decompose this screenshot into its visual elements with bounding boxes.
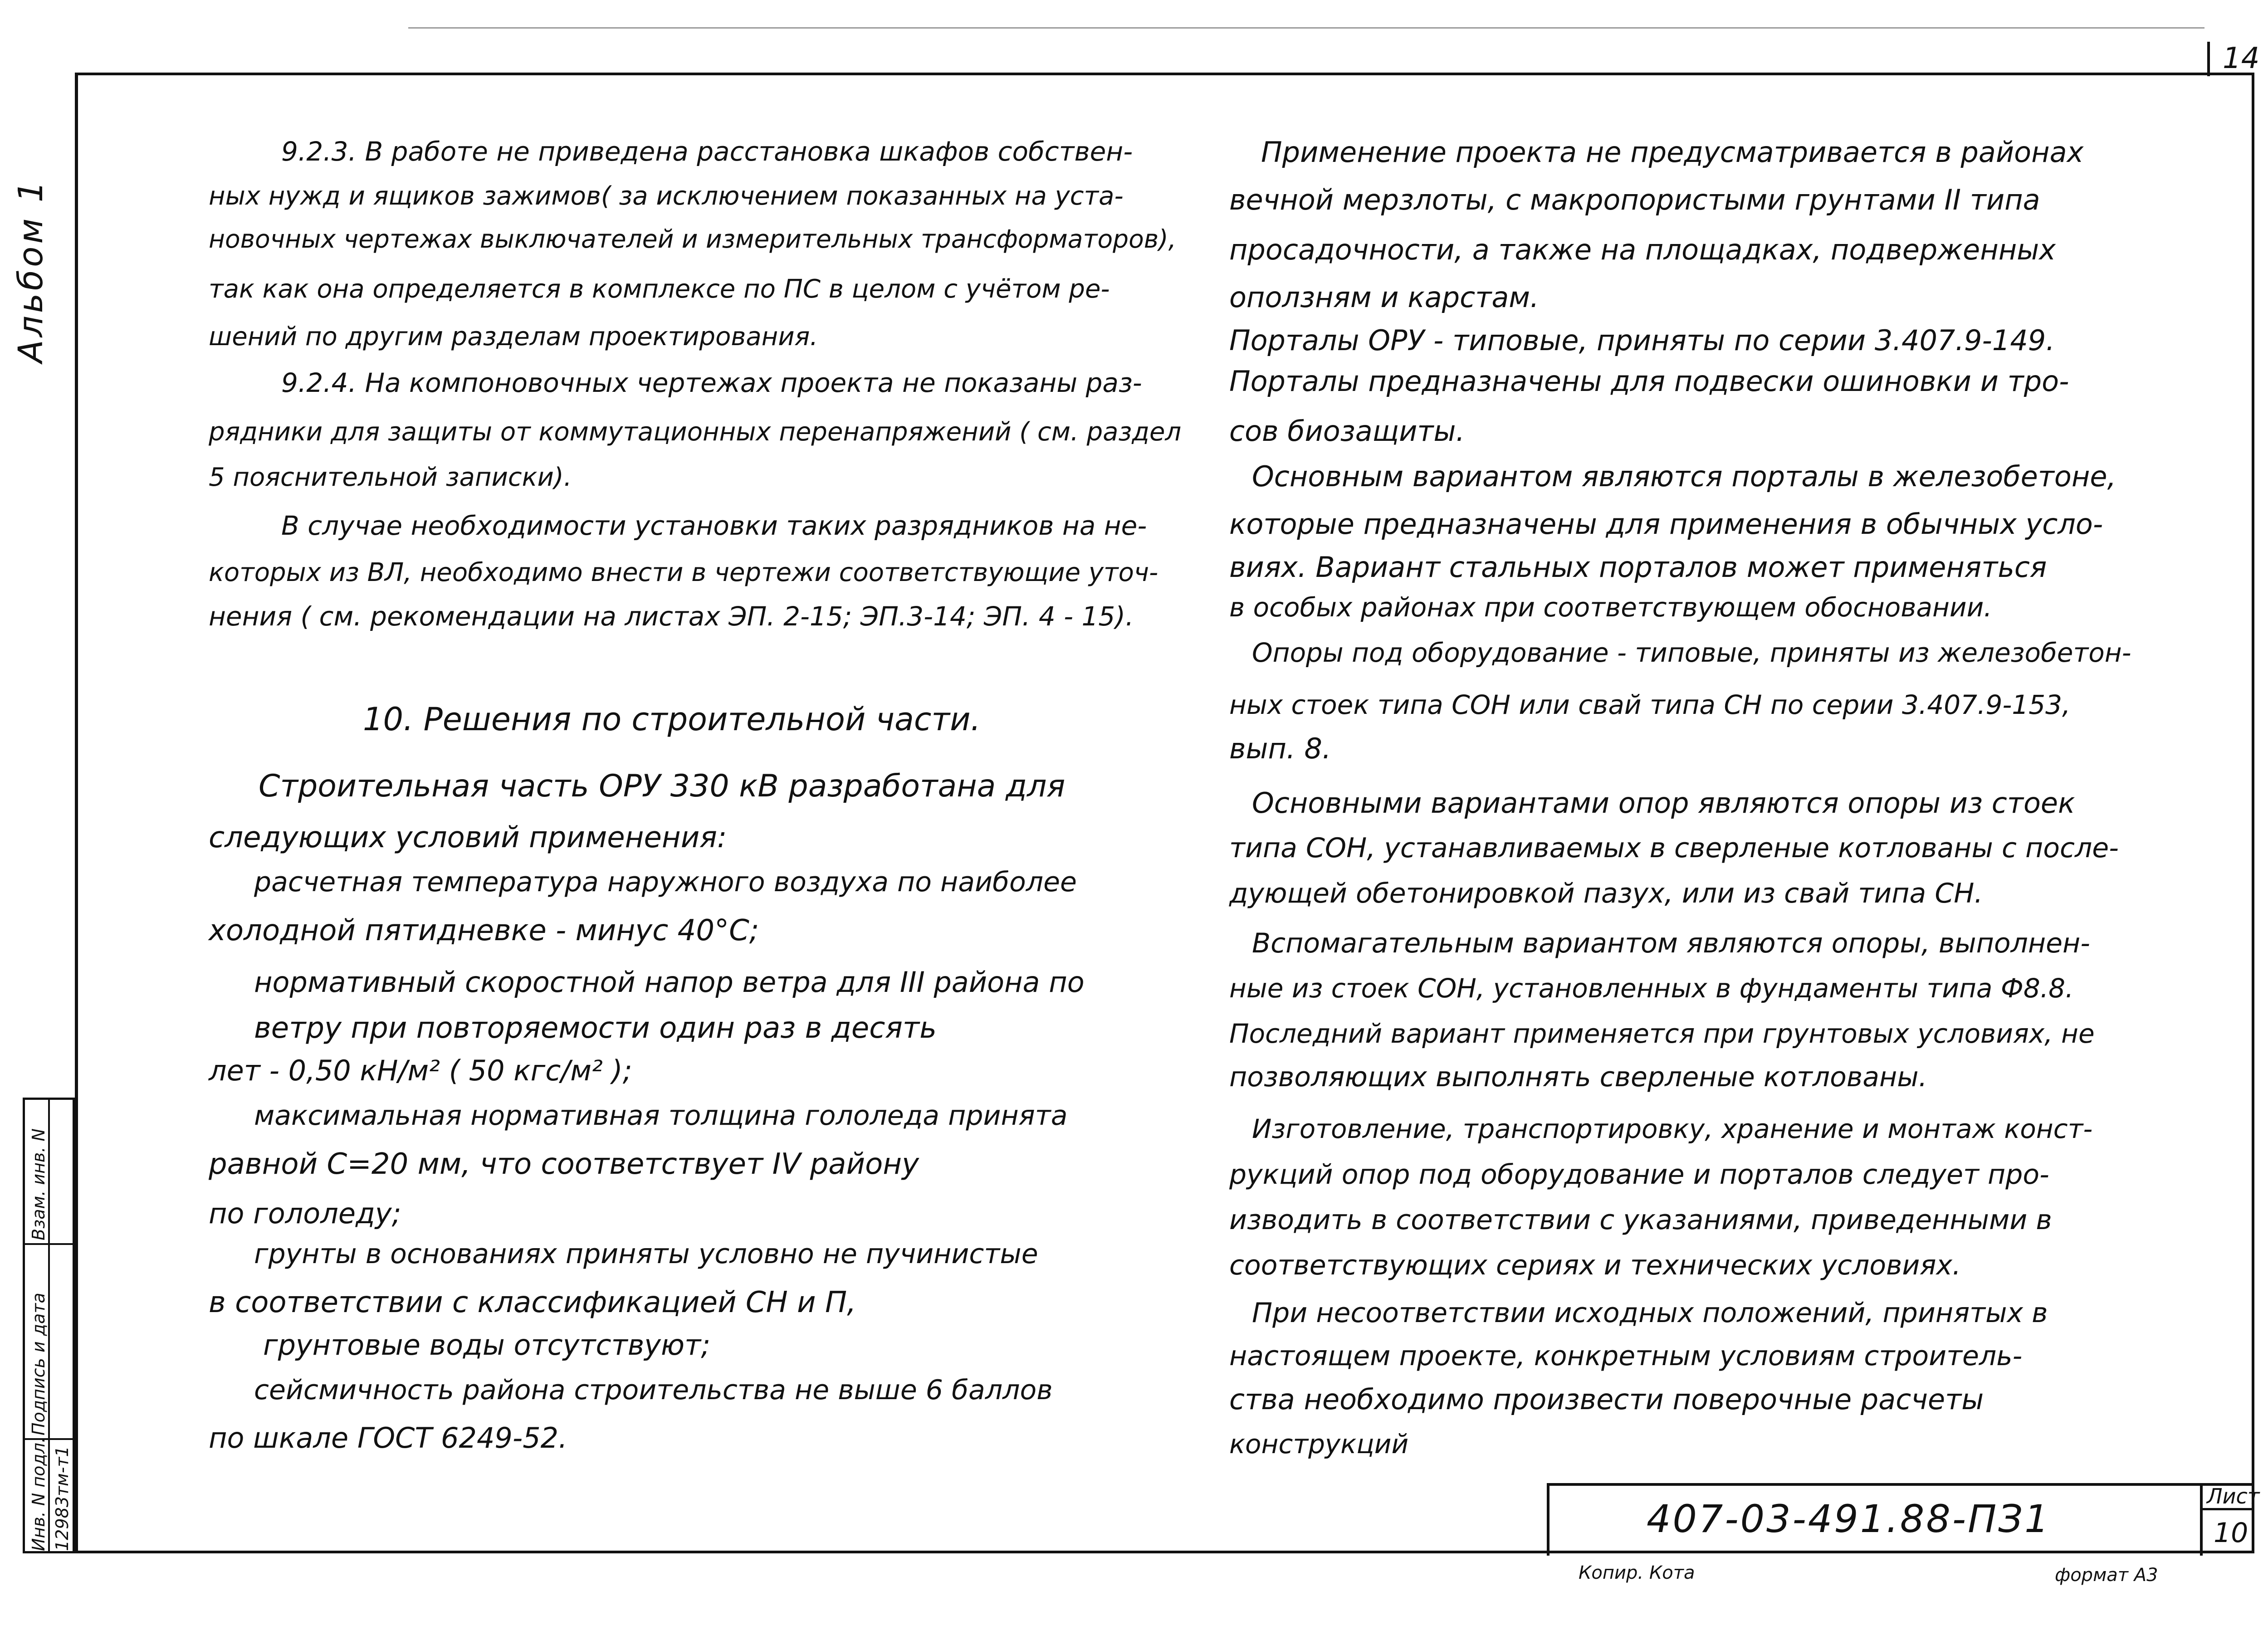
text-line: грунтовые воды отсутствуют; xyxy=(263,1328,711,1362)
text-line: ветру при повторяемости один раз в десять xyxy=(254,1011,937,1045)
text-line: в особых районах при соответствующем обосновании. xyxy=(1229,592,1992,623)
text-line: Вспомагательным вариантом являются опоры, выполнен- xyxy=(1252,927,2090,959)
text-line: Последний вариант применяется при грунтовых условиях, не xyxy=(1229,1018,2095,1049)
stamp-podpis-label: Подпись и дата xyxy=(29,1293,49,1435)
text-line: холодной пятидневке - минус 40°С; xyxy=(209,914,759,947)
text-line: сейсмичность района строительства не выше 6 баллов xyxy=(254,1374,1053,1406)
text-line: Основным вариантом являются порталы в железобетоне, xyxy=(1252,460,2116,493)
text-line: просадочности, а также на площадках, подверженных xyxy=(1229,233,2056,266)
text-line: которые предназначены для применения в обычных усло- xyxy=(1229,508,2103,541)
text-line: 9.2.3. В работе не приведена расстановка шкафов собствен- xyxy=(281,136,1133,167)
text-line: дующей обетонировкой пазух, или из свай типа СН. xyxy=(1229,878,1983,909)
text-line: сов биозащиты. xyxy=(1229,415,1465,448)
text-line: конструкций xyxy=(1229,1429,1409,1459)
text-line: 9.2.4. На компоновочных чертежах проекта не показаны раз- xyxy=(281,367,1142,398)
album-label: Альбом 1 xyxy=(11,178,50,363)
stamp-inv-value: 12983тм-т1 xyxy=(52,1446,72,1551)
text-line: Порталы ОРУ - типовые, приняты по серии 3.407.9-149. xyxy=(1229,324,2055,357)
text-line: Строительная часть ОРУ 330 кВ разработана для xyxy=(259,768,1066,804)
text-line: равной С=20 мм, что соответствует IV району xyxy=(209,1147,919,1181)
format-note: формат А3 xyxy=(2055,1565,2158,1586)
text-line: нормативный скоростной напор ветра для III района по xyxy=(254,966,1085,999)
text-line: новочных чертежах выключателей и измерительных трансформаторов), xyxy=(209,225,1177,254)
sheet-number: 10 xyxy=(2214,1517,2248,1549)
text-line: вечной мерзлоты, с макропористыми грунтами II типа xyxy=(1229,183,2040,216)
text-line: в соответствии с классификацией СН и П, xyxy=(209,1286,856,1319)
sheet-label: Лист xyxy=(2207,1484,2260,1508)
top-edge-line xyxy=(408,27,2204,29)
side-stamp xyxy=(23,1098,75,1553)
text-line: ства необходимо произвести поверочные расчеты xyxy=(1229,1383,1984,1416)
text-line: виях. Вариант стальных порталов может применяться xyxy=(1229,551,2047,584)
text-line: расчетная температура наружного воздуха по наиболее xyxy=(254,866,1077,898)
text-line: лет - 0,50 кН/м² ( 50 кгс/м² ); xyxy=(209,1054,632,1087)
text-line: изводить в соответствии с указаниями, приведенными в xyxy=(1229,1204,2052,1236)
text-line: Изготовление, транспортировку, хранение и монтаж конст- xyxy=(1252,1113,2093,1144)
text-line: по шкале ГОСТ 6249-52. xyxy=(209,1421,567,1454)
stamp-vzam-label: Взам. инв. N xyxy=(29,1128,49,1240)
text-line: следующих условий применения: xyxy=(209,821,727,854)
text-line: так как она определяется в комплексе по ПС в целом с учётом ре- xyxy=(209,274,1110,304)
text-line: ных нужд и ящиков зажимов( за исключением показанных на уста- xyxy=(209,181,1124,211)
page-number: 14 xyxy=(2223,42,2260,75)
text-line: типа СОН, устанавливаемых в сверленые котлованы с после- xyxy=(1229,832,2119,864)
text-line: Опоры под оборудование - типовые, приняты из железобетон- xyxy=(1252,637,2131,668)
text-line: Порталы предназначены для подвески ошиновки и тро- xyxy=(1229,365,2069,398)
copier-note: Копир. Кота xyxy=(1579,1562,1695,1583)
stamp-inv-label: Инв. N подл. xyxy=(29,1437,49,1551)
text-line: максимальная нормативная толщина гололеда принята xyxy=(254,1100,1068,1132)
text-line: оползням и карстам. xyxy=(1229,281,1539,314)
text-line: ных стоек типа СОН или свай типа СН по серии 3.407.9-153, xyxy=(1229,689,2071,720)
text-line: настоящем проекте, конкретным условиям строитель- xyxy=(1229,1340,2023,1372)
text-line: соответствующих сериях и технических условиях. xyxy=(1229,1249,1961,1281)
section-heading: 10. Решения по строительной части. xyxy=(363,701,981,738)
text-line: Основными вариантами опор являются опоры из стоек xyxy=(1252,786,2075,820)
text-line: ные из стоек СОН, установленных в фундаменты типа Ф8.8. xyxy=(1229,973,2074,1004)
text-line: вып. 8. xyxy=(1229,732,1331,765)
text-line: по гололеду; xyxy=(209,1197,401,1230)
text-line: рядники для защиты от коммутационных перенапряжений ( см. раздел xyxy=(209,417,1182,447)
document-code: 407-03-491.88-ПЗ1 xyxy=(1647,1497,2051,1541)
text-line: При несоответствии исходных положений, принятых в xyxy=(1252,1297,2048,1329)
text-line: 5 пояснительной записки). xyxy=(209,463,572,492)
text-line: шений по другим разделам проектирования. xyxy=(209,322,818,351)
text-line: которых из ВЛ, необходимо внести в чертежи соответствующие уточ- xyxy=(209,558,1158,587)
text-line: Применение проекта не предусматривается в районах xyxy=(1261,136,2084,169)
text-line: грунты в основаниях приняты условно не пучинистые xyxy=(254,1238,1038,1270)
text-line: нения ( см. рекомендации на листах ЭП. 2-15; ЭП.3-14; ЭП. 4 - 15). xyxy=(209,601,1134,632)
text-line: рукций опор под оборудование и порталов следует про- xyxy=(1229,1159,2049,1191)
text-line: позволяющих выполнять сверленые котлованы. xyxy=(1229,1061,1927,1093)
text-line: В случае необходимости установки таких разрядников на не- xyxy=(281,510,1147,541)
